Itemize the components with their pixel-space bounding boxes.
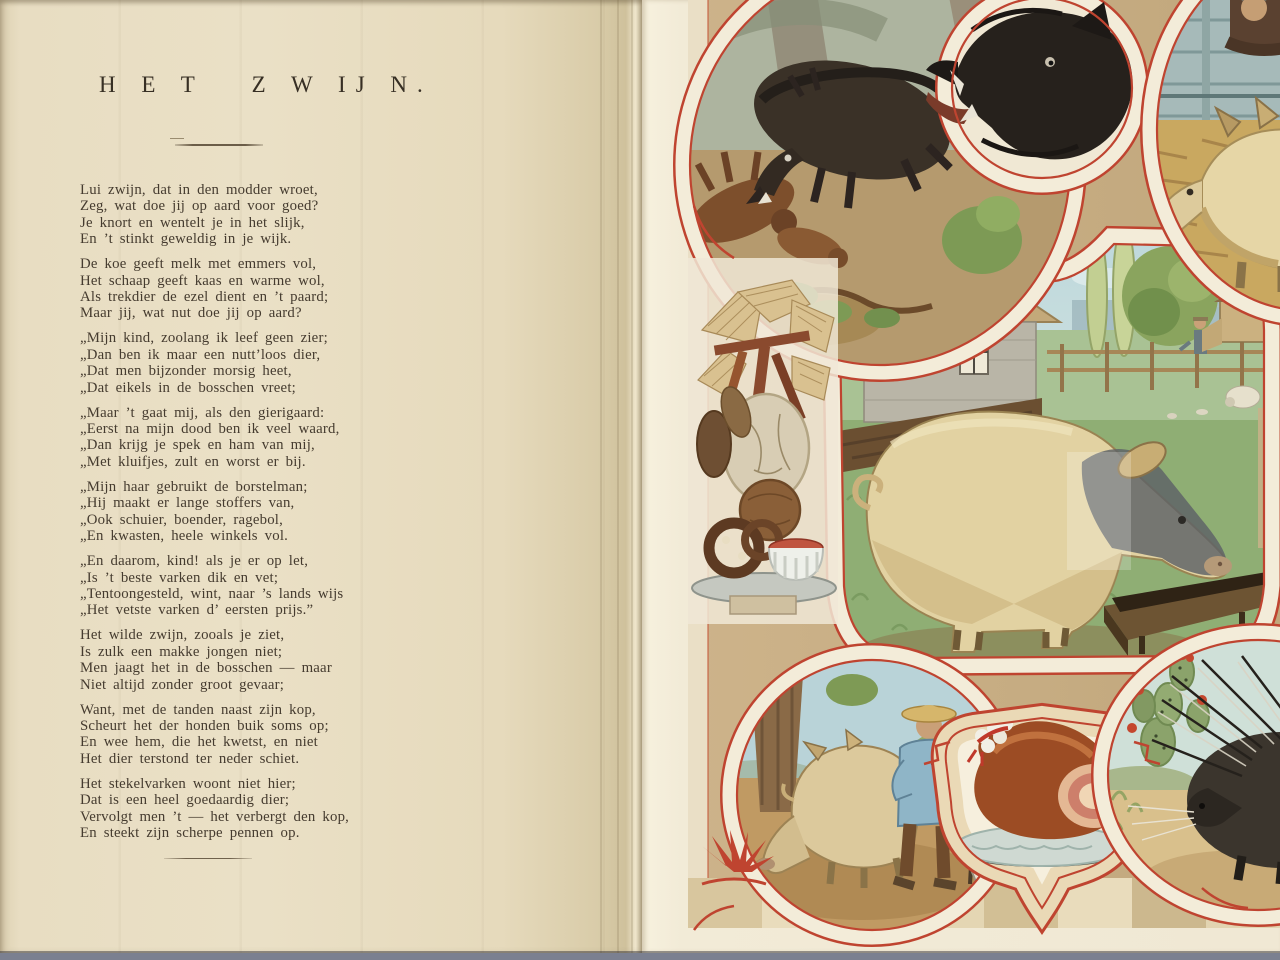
illustration-plate xyxy=(642,0,1280,953)
poem-stanza xyxy=(80,182,349,248)
poem-line: „En daarom, kind! als je er op let, xyxy=(80,553,309,570)
poem-line: Als trekdier de ezel dient en ’t paard; xyxy=(80,289,329,306)
poem-line: „Ook schuier, boender, ragebol, xyxy=(80,511,284,528)
poem-line: Niet altijd zonder groot gevaar; xyxy=(80,676,285,693)
poem-stanza xyxy=(80,330,349,396)
vignette-brushware-still-life xyxy=(688,258,838,624)
poem-stanza xyxy=(80,776,349,842)
poem-line: Zeg, wat doe jij op aard voor goed? xyxy=(80,198,319,215)
poem-line: „Is ’t beste varken dik en vet; xyxy=(80,569,279,586)
poem-stanza xyxy=(80,702,349,768)
poem-line: Het schaap geeft kaas en warme wol, xyxy=(80,272,325,289)
poem-line: „Eerst na mijn dood ben ik veel waard, xyxy=(80,421,340,438)
poem-line: En steekt zijn scherpe pennen op. xyxy=(80,824,300,841)
left-page xyxy=(0,0,642,953)
poem-line: Is zulk een makke jongen niet; xyxy=(80,643,283,660)
poem-line: Want, met de tanden naast zijn kop, xyxy=(80,701,316,718)
poem-line: Het dier terstond ter neder schiet. xyxy=(80,750,300,767)
title-ornament xyxy=(170,138,184,139)
poem-line: De koe geeft melk met emmers vol, xyxy=(80,256,317,273)
poem-stanza xyxy=(80,256,349,322)
poem-line: Maar jij, wat nut doe jij op aard? xyxy=(80,305,302,322)
poem-line: „Hij maakt er lange stoffers van, xyxy=(80,495,295,512)
poem-line: „Dan krijg je spek en ham van mij, xyxy=(80,437,315,454)
poem-line: Het stekelvarken woont niet hier; xyxy=(80,775,296,792)
poem-line: Men jaagt het in de bosschen — maar xyxy=(80,660,332,677)
poem-line: Het wilde zwijn, zooals je ziet, xyxy=(80,627,285,644)
poem-line: „Met kluifjes, zult en worst er bij. xyxy=(80,453,306,470)
poem-line: „Dat men bijzonder morsig heet, xyxy=(80,363,292,380)
poem-line: Dat is een heel goedaardig dier; xyxy=(80,792,290,809)
poem-line: „Tentoongesteld, wint, naar ’s lands wijs xyxy=(80,585,344,602)
vignette-boar-head-medallion xyxy=(926,0,1132,178)
page-crease xyxy=(617,0,619,953)
poem-line: En wee hem, die het kwetst, en niet xyxy=(80,734,318,751)
poem-stanza xyxy=(80,479,349,545)
right-page xyxy=(642,0,1280,953)
poem-line: Vervolgt men ’t — het verbergt den kop, xyxy=(80,808,350,825)
bowl xyxy=(769,539,823,580)
scan-artifact xyxy=(1067,452,1131,570)
poem-line: „Maar ’t gaat mij, als den gierigaard: xyxy=(80,404,325,421)
poem-line: „Mijn haar gebruikt de borstelman; xyxy=(80,478,308,495)
poem-text xyxy=(80,182,349,850)
poem-line: „Mijn kind, zoolang ik leef geen zier; xyxy=(80,330,328,347)
poem-line: Scheurt het der honden buik soms op; xyxy=(80,717,329,734)
poem-line: „Dat eikels in de bosschen vreet; xyxy=(80,379,296,396)
poem-line: „En kwasten, heele winkels vol. xyxy=(80,528,289,545)
page-title: H E T Z W IJ N. xyxy=(99,72,433,97)
page-crease xyxy=(600,0,602,953)
poem-line: En ’t stinkt geweldig in je wijk. xyxy=(80,231,292,248)
poem-line: Lui zwijn, dat in den modder wroet, xyxy=(80,182,318,198)
table-edge-shadow xyxy=(0,951,1280,953)
sty-keeper xyxy=(1227,0,1280,50)
poem-stanza xyxy=(80,405,349,471)
title-rule xyxy=(175,144,263,146)
poem-end-rule xyxy=(164,858,252,859)
page-crease xyxy=(631,0,633,953)
poem-line: „Dan ben ik maar een nutt’loos dier, xyxy=(80,346,321,363)
poem-line: „Het vetste varken d’ eersten prijs.” xyxy=(80,602,314,619)
poem-stanza xyxy=(80,627,349,693)
poem-line: Je knort en wentelt je in het slijk, xyxy=(80,214,305,231)
poem-stanza xyxy=(80,553,349,619)
